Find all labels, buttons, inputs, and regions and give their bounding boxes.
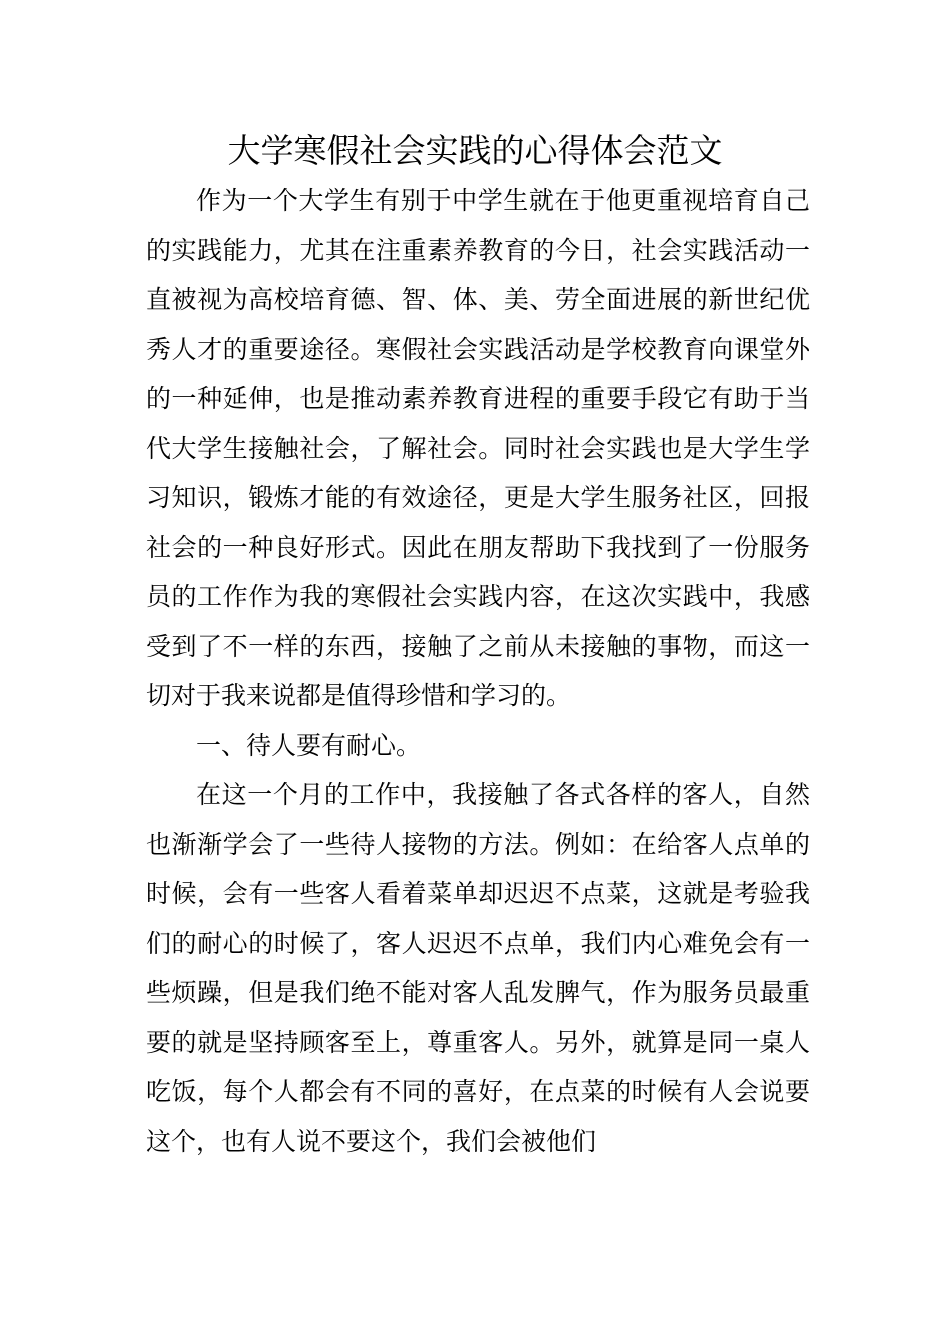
document-body xyxy=(146,176,810,1166)
paragraph-patience: 在这一个月的工作中，我接触了各式各样的客人，自然也渐渐学会了一些待人接物的方法。例如：在给客人点单的时候，会有一些客人看着菜单却迟迟不点菜，这就是考验我们的耐心的时候了，客人迟迟不点单，我们内心难免会有一些烦躁，但是我们绝不能对客人乱发脾气，作为服务员最重要的就是坚持顾客至上，尊重客人。另外，就算是同一桌人吃饭，每个人都会有不同的喜好，在点菜的时候有人会说要这个，也有人说不要这个，我们会被他们 xyxy=(146,780,810,1156)
section-heading: 一、待人要有耐心。 xyxy=(196,730,422,760)
paragraph-intro: 作为一个大学生有别于中学生就在于他更重视培育自己的实践能力，尤其在注重素养教育的今日，社会实践活动一直被视为高校培育德、智、体、美、劳全面进展的新世纪优秀人才的重要途径。寒假社会实践活动是学校教育向课堂外的一种延伸，也是推动素养教育进程的重要手段它有助于当代大学生接触社会，了解社会。同时社会实践也是大学生学习知识，锻炼才能的有效途径，更是大学生服务社区，回报社会的一种良好形式。因此在朋友帮助下我找到了一份服务员的工作作为我的寒假社会实践内容，在这次实践中，我感受到了不一样的东西，接触了之前从未接触的事物，而这一切对于我来说都是值得珍惜和学习的。 xyxy=(146,186,810,710)
document-title: 大学寒假社会实践的心得体会范文 xyxy=(227,131,723,170)
